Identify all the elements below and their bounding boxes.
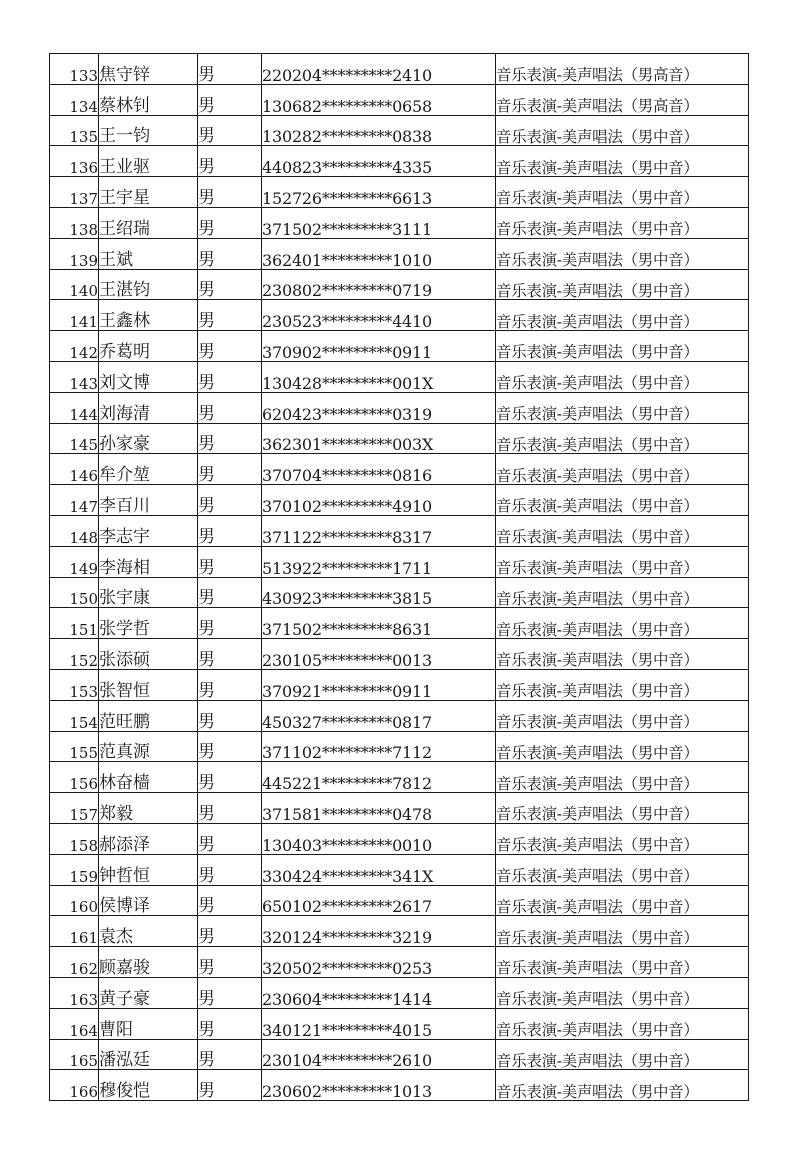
row-number: 160	[50, 885, 99, 916]
candidate-sex: 男	[198, 639, 262, 670]
candidate-major: 音乐表演-美声唱法（男中音）	[496, 762, 749, 793]
candidate-sex: 男	[198, 916, 262, 947]
candidate-sex: 男	[198, 331, 262, 362]
row-number: 149	[50, 546, 99, 577]
candidate-id-number: 152726*********6613	[262, 177, 496, 208]
row-number: 141	[50, 300, 99, 331]
candidate-id-number: 230802*********0719	[262, 269, 496, 300]
candidate-sex: 男	[198, 269, 262, 300]
row-number: 134	[50, 84, 99, 115]
table-row	[50, 485, 749, 516]
table-row	[50, 823, 749, 854]
candidate-sex: 男	[198, 885, 262, 916]
candidate-major: 音乐表演-美声唱法（男中音）	[496, 238, 749, 269]
candidate-id-number: 230523*********4410	[262, 300, 496, 331]
table-row	[50, 115, 749, 146]
row-number: 145	[50, 423, 99, 454]
row-number: 140	[50, 269, 99, 300]
candidate-name: 曹阳	[99, 1008, 198, 1039]
candidate-sex: 男	[198, 793, 262, 824]
row-number: 153	[50, 669, 99, 700]
table-row	[50, 454, 749, 485]
candidate-id-number: 130428*********001X	[262, 361, 496, 392]
row-number: 133	[50, 54, 99, 85]
candidate-major: 音乐表演-美声唱法（男中音）	[496, 700, 749, 731]
table-row	[50, 238, 749, 269]
table-row	[50, 669, 749, 700]
candidate-major: 音乐表演-美声唱法（男中音）	[496, 515, 749, 546]
row-number: 162	[50, 947, 99, 978]
candidate-name: 王斌	[99, 238, 198, 269]
candidate-name: 李志宇	[99, 515, 198, 546]
row-number: 157	[50, 793, 99, 824]
candidate-id-number: 320502*********0253	[262, 947, 496, 978]
candidate-sex: 男	[198, 84, 262, 115]
table-row	[50, 885, 749, 916]
row-number: 158	[50, 823, 99, 854]
candidate-major: 音乐表演-美声唱法（男中音）	[496, 392, 749, 423]
table-row	[50, 700, 749, 731]
candidate-sex: 男	[198, 977, 262, 1008]
candidate-id-number: 130682*********0658	[262, 84, 496, 115]
candidate-id-number: 371122*********8317	[262, 515, 496, 546]
table-row	[50, 947, 749, 978]
candidate-table-body	[50, 54, 749, 1101]
table-row	[50, 331, 749, 362]
candidate-id-number: 371502*********3111	[262, 207, 496, 238]
candidate-name: 孙家豪	[99, 423, 198, 454]
candidate-sex: 男	[198, 669, 262, 700]
candidate-id-number: 130282*********0838	[262, 115, 496, 146]
candidate-major: 音乐表演-美声唱法（男高音）	[496, 84, 749, 115]
candidate-name: 李海相	[99, 546, 198, 577]
row-number: 143	[50, 361, 99, 392]
candidate-sex: 男	[198, 762, 262, 793]
candidate-name: 蔡林钊	[99, 84, 198, 115]
candidate-name: 范真源	[99, 731, 198, 762]
candidate-major: 音乐表演-美声唱法（男中音）	[496, 793, 749, 824]
table-row	[50, 207, 749, 238]
candidate-sex: 男	[198, 485, 262, 516]
table-row	[50, 300, 749, 331]
candidate-name: 黄子豪	[99, 977, 198, 1008]
candidate-major: 音乐表演-美声唱法（男中音）	[496, 423, 749, 454]
candidate-id-number: 230602*********1013	[262, 1070, 496, 1101]
candidate-major: 音乐表演-美声唱法（男中音）	[496, 1039, 749, 1070]
candidate-sex: 男	[198, 947, 262, 978]
candidate-name: 钟哲恒	[99, 854, 198, 885]
table-row	[50, 639, 749, 670]
candidate-sex: 男	[198, 207, 262, 238]
row-number: 159	[50, 854, 99, 885]
candidate-id-number: 362301*********003X	[262, 423, 496, 454]
candidate-major: 音乐表演-美声唱法（男中音）	[496, 823, 749, 854]
row-number: 151	[50, 608, 99, 639]
candidate-sex: 男	[198, 146, 262, 177]
candidate-name: 张智恒	[99, 669, 198, 700]
candidate-major: 音乐表演-美声唱法（男中音）	[496, 639, 749, 670]
candidate-sex: 男	[198, 300, 262, 331]
candidate-sex: 男	[198, 608, 262, 639]
candidate-major: 音乐表演-美声唱法（男中音）	[496, 731, 749, 762]
candidate-id-number: 370921*********0911	[262, 669, 496, 700]
candidate-major: 音乐表演-美声唱法（男中音）	[496, 977, 749, 1008]
candidate-id-number: 320124*********3219	[262, 916, 496, 947]
row-number: 142	[50, 331, 99, 362]
candidate-id-number: 371502*********8631	[262, 608, 496, 639]
candidate-name: 侯博译	[99, 885, 198, 916]
candidate-major: 音乐表演-美声唱法（男中音）	[496, 300, 749, 331]
candidate-sex: 男	[198, 454, 262, 485]
candidate-id-number: 370902*********0911	[262, 331, 496, 362]
table-row	[50, 977, 749, 1008]
candidate-id-number: 450327*********0817	[262, 700, 496, 731]
candidate-major: 音乐表演-美声唱法（男中音）	[496, 669, 749, 700]
candidate-name: 张宇康	[99, 577, 198, 608]
candidate-id-number: 370704*********0816	[262, 454, 496, 485]
candidate-name: 牟介堃	[99, 454, 198, 485]
row-number: 147	[50, 485, 99, 516]
row-number: 163	[50, 977, 99, 1008]
candidate-name: 袁杰	[99, 916, 198, 947]
candidate-sex: 男	[198, 361, 262, 392]
table-row	[50, 546, 749, 577]
table-row	[50, 54, 749, 85]
candidate-sex: 男	[198, 577, 262, 608]
candidate-sex: 男	[198, 115, 262, 146]
candidate-major: 音乐表演-美声唱法（男中音）	[496, 608, 749, 639]
candidate-major: 音乐表演-美声唱法（男高音）	[496, 54, 749, 85]
table-row	[50, 423, 749, 454]
table-row	[50, 361, 749, 392]
row-number: 138	[50, 207, 99, 238]
row-number: 144	[50, 392, 99, 423]
candidate-sex: 男	[198, 423, 262, 454]
table-row	[50, 177, 749, 208]
candidate-major: 音乐表演-美声唱法（男中音）	[496, 177, 749, 208]
candidate-id-number: 650102*********2617	[262, 885, 496, 916]
row-number: 155	[50, 731, 99, 762]
candidate-id-number: 330424*********341X	[262, 854, 496, 885]
candidate-name: 穆俊恺	[99, 1070, 198, 1101]
row-number: 148	[50, 515, 99, 546]
candidate-major: 音乐表演-美声唱法（男中音）	[496, 885, 749, 916]
row-number: 165	[50, 1039, 99, 1070]
candidate-name: 王业驱	[99, 146, 198, 177]
candidate-sex: 男	[198, 392, 262, 423]
table-row	[50, 731, 749, 762]
candidate-sex: 男	[198, 238, 262, 269]
candidate-sex: 男	[198, 515, 262, 546]
row-number: 139	[50, 238, 99, 269]
candidate-name: 王一钧	[99, 115, 198, 146]
candidate-major: 音乐表演-美声唱法（男中音）	[496, 146, 749, 177]
candidate-name: 张添硕	[99, 639, 198, 670]
candidate-major: 音乐表演-美声唱法（男中音）	[496, 331, 749, 362]
candidate-major: 音乐表演-美声唱法（男中音）	[496, 1070, 749, 1101]
candidate-major: 音乐表演-美声唱法（男中音）	[496, 546, 749, 577]
candidate-id-number: 371102*********7112	[262, 731, 496, 762]
candidate-id-number: 513922*********1711	[262, 546, 496, 577]
candidate-major: 音乐表演-美声唱法（男中音）	[496, 269, 749, 300]
row-number: 150	[50, 577, 99, 608]
table-row	[50, 84, 749, 115]
candidate-id-number: 230604*********1414	[262, 977, 496, 1008]
candidate-major: 音乐表演-美声唱法（男中音）	[496, 361, 749, 392]
candidate-id-number: 620423*********0319	[262, 392, 496, 423]
table-row	[50, 762, 749, 793]
table-row	[50, 1008, 749, 1039]
candidate-major: 音乐表演-美声唱法（男中音）	[496, 854, 749, 885]
table-row	[50, 577, 749, 608]
candidate-sex: 男	[198, 731, 262, 762]
row-number: 152	[50, 639, 99, 670]
candidate-name: 刘海清	[99, 392, 198, 423]
candidate-name: 林奋樯	[99, 762, 198, 793]
candidate-name: 潘泓廷	[99, 1039, 198, 1070]
candidate-sex: 男	[198, 177, 262, 208]
candidate-name: 张学哲	[99, 608, 198, 639]
candidate-sex: 男	[198, 1070, 262, 1101]
row-number: 135	[50, 115, 99, 146]
row-number: 161	[50, 916, 99, 947]
candidate-name: 刘文博	[99, 361, 198, 392]
candidate-major: 音乐表演-美声唱法（男中音）	[496, 454, 749, 485]
candidate-id-number: 230105*********0013	[262, 639, 496, 670]
candidate-name: 王鑫林	[99, 300, 198, 331]
table-row	[50, 1070, 749, 1101]
candidate-name: 顾嘉骏	[99, 947, 198, 978]
candidate-sex: 男	[198, 700, 262, 731]
table-row	[50, 916, 749, 947]
candidate-major: 音乐表演-美声唱法（男中音）	[496, 577, 749, 608]
row-number: 136	[50, 146, 99, 177]
table-row	[50, 515, 749, 546]
candidate-id-number: 440823*********4335	[262, 146, 496, 177]
candidate-name: 范旺鹏	[99, 700, 198, 731]
table-row	[50, 854, 749, 885]
row-number: 146	[50, 454, 99, 485]
row-number: 137	[50, 177, 99, 208]
row-number: 166	[50, 1070, 99, 1101]
table-row	[50, 608, 749, 639]
candidate-name: 郝添泽	[99, 823, 198, 854]
candidate-sex: 男	[198, 854, 262, 885]
candidate-sex: 男	[198, 823, 262, 854]
candidate-name: 乔葛明	[99, 331, 198, 362]
table-row	[50, 1039, 749, 1070]
candidate-id-number: 130403*********0010	[262, 823, 496, 854]
candidate-name: 王湛钧	[99, 269, 198, 300]
candidate-id-number: 362401*********1010	[262, 238, 496, 269]
candidate-major: 音乐表演-美声唱法（男中音）	[496, 115, 749, 146]
candidate-id-number: 430923*********3815	[262, 577, 496, 608]
candidate-id-number: 230104*********2610	[262, 1039, 496, 1070]
candidate-major: 音乐表演-美声唱法（男中音）	[496, 1008, 749, 1039]
candidate-name: 王绍瑞	[99, 207, 198, 238]
candidate-sex: 男	[198, 1039, 262, 1070]
candidate-id-number: 371581*********0478	[262, 793, 496, 824]
row-number: 156	[50, 762, 99, 793]
candidate-id-number: 370102*********4910	[262, 485, 496, 516]
row-number: 154	[50, 700, 99, 731]
candidate-major: 音乐表演-美声唱法（男中音）	[496, 485, 749, 516]
candidate-major: 音乐表演-美声唱法（男中音）	[496, 207, 749, 238]
candidate-sex: 男	[198, 546, 262, 577]
row-number: 164	[50, 1008, 99, 1039]
table-row	[50, 146, 749, 177]
candidate-sex: 男	[198, 1008, 262, 1039]
table-row	[50, 269, 749, 300]
candidate-name: 王宇星	[99, 177, 198, 208]
table-row	[50, 392, 749, 423]
table-row	[50, 793, 749, 824]
candidate-id-number: 220204*********2410	[262, 54, 496, 85]
candidate-id-number: 445221*********7812	[262, 762, 496, 793]
candidate-name: 焦守锌	[99, 54, 198, 85]
candidate-name: 郑毅	[99, 793, 198, 824]
candidate-id-number: 340121*********4015	[262, 1008, 496, 1039]
candidate-name: 李百川	[99, 485, 198, 516]
candidate-sex: 男	[198, 54, 262, 85]
candidate-table	[49, 53, 749, 1101]
candidate-major: 音乐表演-美声唱法（男中音）	[496, 916, 749, 947]
candidate-major: 音乐表演-美声唱法（男中音）	[496, 947, 749, 978]
